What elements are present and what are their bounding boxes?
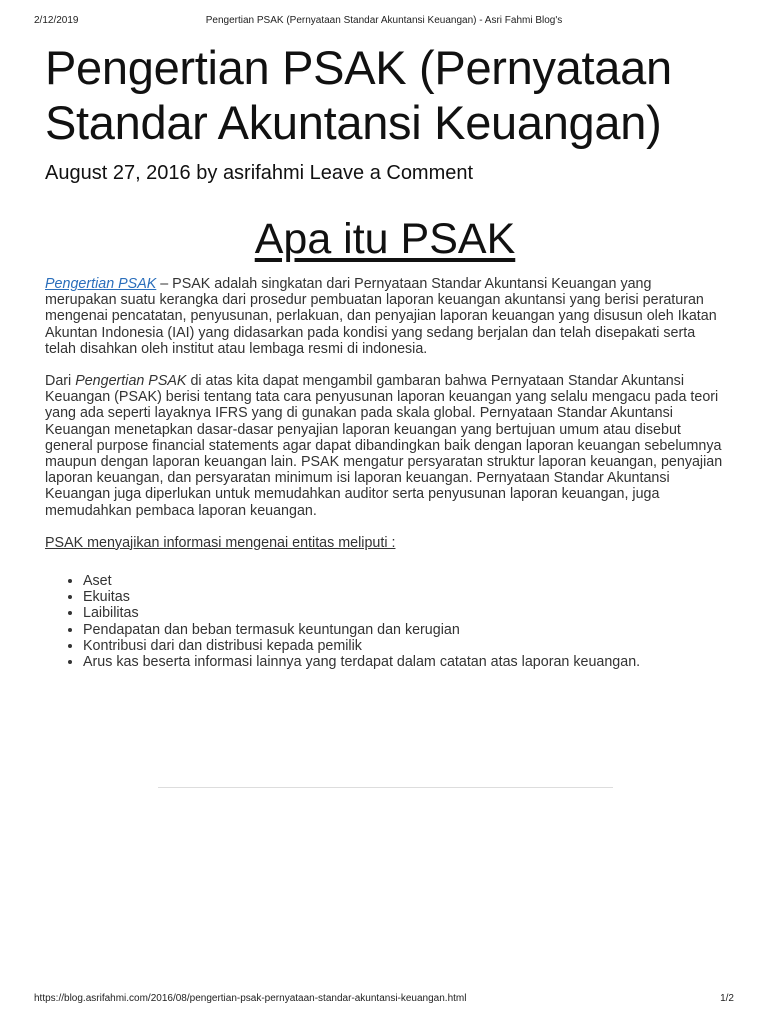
entity-info-list: [45, 573, 725, 670]
paragraph-explanation-prefix: Dari: [45, 373, 76, 390]
print-footer: [34, 993, 734, 1007]
pengertian-psak-link[interactable]: Pengertian PSAK: [45, 276, 157, 292]
paragraph-explanation: [45, 373, 725, 519]
paragraph-explanation-emphasis: Pengertian PSAK: [75, 373, 187, 390]
page-number: 1/2: [720, 993, 734, 1004]
article-meta: [45, 160, 725, 186]
print-header: [34, 15, 734, 29]
print-document-title: Pengertian PSAK (Pernyataan Standar Akuntansi Keuangan) - Asri Fahmi Blog's: [205, 15, 563, 26]
post-date: August 27, 2016: [45, 162, 191, 184]
paragraph-intro-text: – PSAK adalah singkatan dari Pernyataan Standar Akuntansi Keuangan yang merupakan suatu kerangka dari prosedur pembuatan laporan keuangan akuntansi yang berisi peraturan mengenai pencatatan, penyusunan, perlakuan, dan penyajian laporan keuangan yang disusun oleh Ikatan Akuntan Indonesia (IAI) yang didasarkan pada kondisi yang sedang berjalan dan telah disepakati serta telah disahkan oleh institut atau lembaga resmi di indonesia.: [45, 276, 717, 357]
leave-comment-link[interactable]: Leave a Comment: [309, 162, 474, 184]
section-heading: Apa itu PSAK: [254, 215, 516, 263]
paragraph-explanation-text: di atas kita dapat mengambil gambaran bahwa Pernyataan Standar Akuntansi Keuangan (PSAK) berisi tentang tata cara penyusunan laporan keuangan yang selalu mengacu pada teori yang ada seperti layaknya IFRS yang di gunakan pada skala global. Pernyataan Standar Akuntansi Keuangan menetapkan dasar-dasar penyajian laporan keuangan yang bertujuan umum atau disebut general purpose financial statements agar dapat dibandingkan baik dengan laporan keuangan sebelumnya maupun dengan laporan keuangan lain. PSAK mengatur persyaratan struktur laporan keuangan, penyajian laporan keuangan, dan persyaratan minimum isi laporan keuangan. Pernyataan Standar Akuntansi Keuangan juga diperlukan untuk memudahkan auditor serta penyusunan laporan keuangan, juga memudahkan pembaca laporan keuangan.: [45, 373, 723, 519]
article-title: Pengertian PSAK (Pernyataan Standar Akuntansi Keuangan): [45, 41, 672, 149]
article: [45, 40, 725, 670]
list-item: • Arus kas beserta informasi lainnya yang terdapat dalam catatan atas laporan keuangan.: [83, 654, 725, 670]
divider: [158, 787, 613, 788]
print-date: 2/12/2019: [34, 15, 79, 26]
list-item: • Aset: [83, 573, 725, 589]
article-body: [45, 276, 725, 551]
list-item: • Pendapatan dan beban termasuk keuntungan dan kerugian: [83, 622, 725, 638]
list-intro: [45, 535, 725, 551]
by-label: by: [196, 162, 218, 184]
list-item: • Kontribusi dari dan distribusi kepada pemilik: [83, 638, 725, 654]
print-url: https://blog.asrifahmi.com/2016/08/pengertian-psak-pernyataan-standar-akuntansi-keuangan.html: [34, 993, 467, 1004]
list-item: • Ekuitas: [83, 589, 725, 605]
list-intro-text: PSAK menyajikan informasi mengenai entitas meliputi :: [45, 534, 396, 551]
author-link[interactable]: asrifahmi: [222, 162, 305, 184]
list-item: • Laibilitas: [83, 605, 725, 621]
paragraph-intro: [45, 276, 725, 357]
